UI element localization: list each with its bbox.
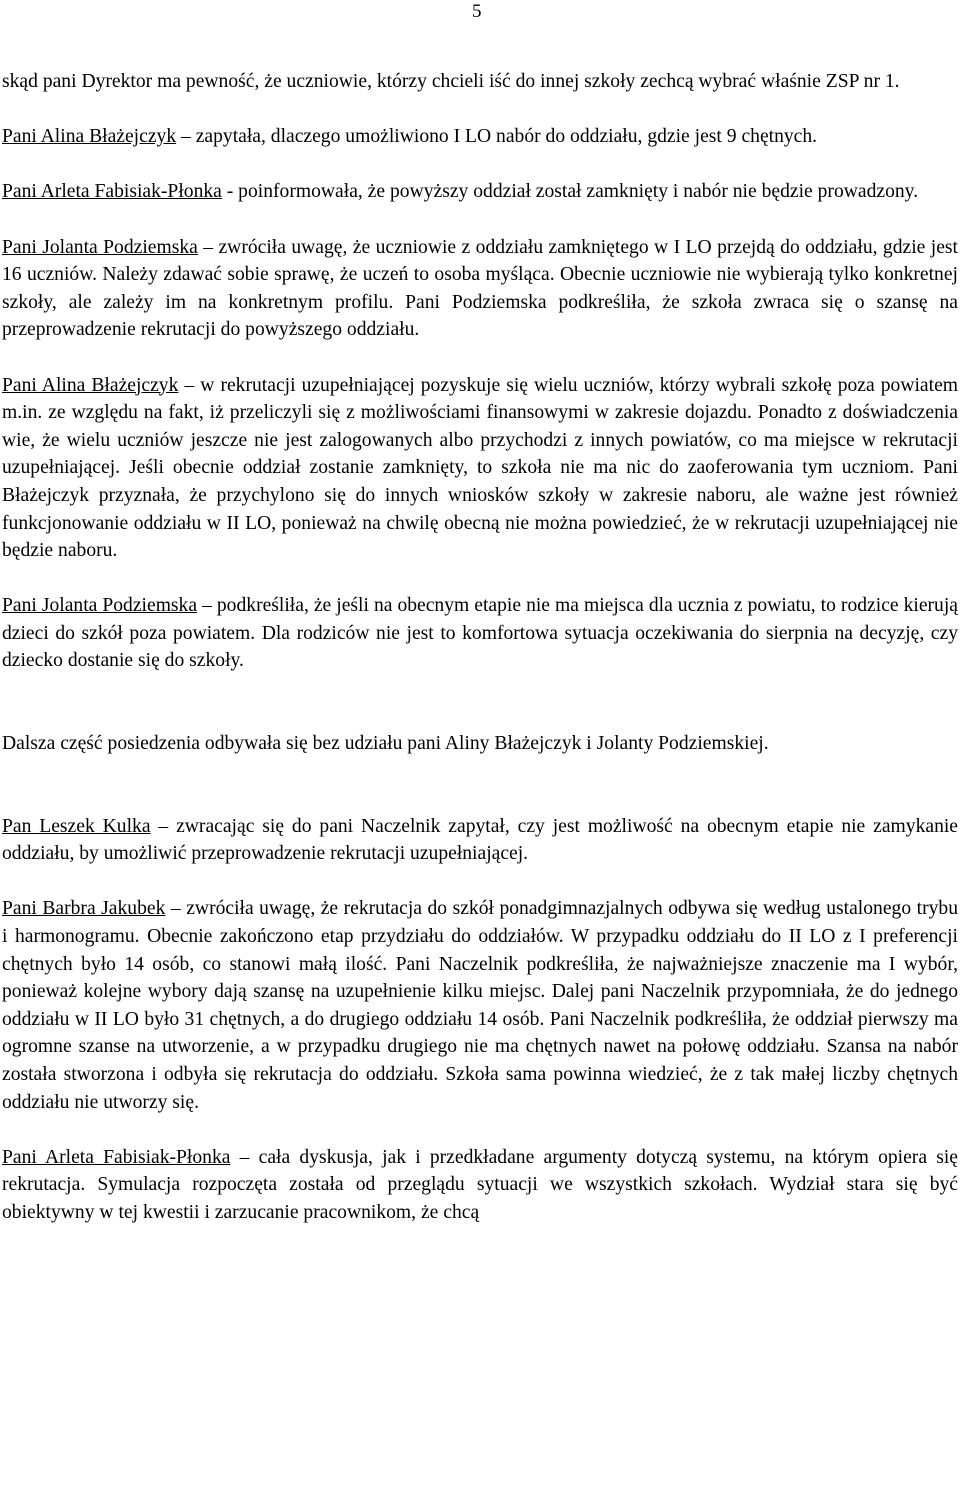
paragraph-text: – cała dyskusja, jak i przedkładane argumenty dotyczą systemu, na którym opiera się rekrutacja. Symulacja rozpoczęta została od przeglądu sytuacji we wszystkich szkołach. Wydział stara się być obiektywny w tej kwestii i zarzucanie pracownikom, że chcą	[2, 1146, 958, 1223]
paragraph-text: – zwróciła uwagę, że rekrutacja do szkół ponadgimnazjalnych odbywa się według ustalonego trybu i harmonogramu. Obecnie zakończono etap przydziału do oddziałów. W przypadku oddziału do II LO z I preferencji chętnych było 14 osób, co stanowi małą ilość. Pani Naczelnik podkreśliła, że najważniejsze znaczenie ma I wybór, ponieważ kolejne wybory dają szansę na uzupełnienie kilku miejsc. Dalej pani Naczelnik przypomniała, że do jednego oddziału w II LO było 31 chętnych, a do drugiego oddziału 14 osób. Pani Naczelnik podkreśliła, że oddział pierwszy ma ogromne szanse na utworzenie, a w przypadku drugiego nie ma chętnych nawet na połowę oddziału. Szansa na nabór została stworzona i odbyła się rekrutacja do oddziału. Szkoła sama powinna wiedzieć, że z tak małej liczby chętnych oddziału nie utworzy się.	[2, 898, 958, 1113]
paragraph-1	[2, 68, 958, 96]
speaker-name: Pani Barbra Jakubek	[2, 898, 166, 920]
paragraph-text: – zwracając się do pani Naczelnik zapytał, czy jest możliwość na obecnym etapie nie zamykanie oddziału, by umożliwić przeprowadzenie rekrutacji uzupełniającej.	[2, 815, 959, 865]
paragraph-text: Dalsza część posiedzenia odbywała się bez udziału pani Aliny Błażejczyk i Jolanty Podziemskiej.	[2, 733, 769, 755]
paragraph-text: – zapytała, dlaczego umożliwiono I LO nabór do oddziału, gdzie jest 9 chętnych.	[176, 126, 818, 148]
paragraph-3	[2, 178, 958, 206]
speaker-name: Pani Jolanta Podziemska	[2, 236, 198, 258]
paragraph-9	[2, 895, 958, 1116]
paragraph-8	[2, 813, 958, 868]
speaker-name: Pan Leszek Kulka	[2, 815, 151, 837]
paragraph-10	[2, 1144, 958, 1227]
paragraph-text: – zwróciła uwagę, że uczniowie z oddziału zamkniętego w I LO przejdą do oddziału, gdzie jest 16 uczniów. Należy zdawać sobie sprawę, że uczeń to osoba myśląca. Obecnie uczniowie nie wybierają tylko konkretnej szkoły, ale zależy im na konkretnym profilu. Pani Podziemska podkreśliła, że szkoła zwraca się o szansę na przeprowadzenie rekrutacji do powyższego oddziału.	[2, 236, 958, 341]
speaker-name: Pani Arleta Fabisiak-Płonka	[2, 181, 222, 203]
speaker-name: Pani Jolanta Podziemska	[2, 595, 198, 617]
speaker-name: Pani Alina Błażejczyk	[2, 126, 177, 148]
paragraph-4	[2, 234, 958, 344]
speaker-name: Pani Arleta Fabisiak-Płonka	[2, 1146, 231, 1168]
paragraph-5	[2, 372, 958, 565]
paragraph-2	[2, 123, 958, 151]
paragraph-text: – podkreśliła, że jeśli na obecnym etapie nie ma miejsca dla ucznia z powiatu, to rodzice kierują dzieci do szkół poza powiatem. Dla rodziców nie jest to komfortowa sytuacja oczekiwania do sierpnia na decyzję, czy dziecko dostanie się do szkoły.	[2, 595, 958, 672]
paragraph-6	[2, 592, 958, 675]
paragraph-text: – w rekrutacji uzupełniającej pozyskuje się wielu uczniów, którzy wybrali szkołę poza powiatem m.in. ze względu na fakt, iż przeliczyli się z możliwościami finansowymi w zakresie dojazdu. Ponadto z doświadczenia wie, że wielu uczniów jeszcze nie jest zalogowanych albo przychodzi z innych powiatów, co ma miejsce w rekrutacji uzupełniającej. Jeśli obecnie oddział zostanie zamknięty, to szkoła nie ma nic do zaoferowania tym uczniom. Pani Błażejczyk przyznała, że przychylono się do innych wniosków szkoły w zakresie naboru, ale ważne jest również funkcjonowanie oddziału w II LO, ponieważ na chwilę obecną nie można powiedzieć, że w rekrutacji uzupełniającej nie będzie naboru.	[2, 374, 959, 562]
paragraph-7	[2, 730, 958, 758]
paragraph-text: skąd pani Dyrektor ma pewność, że uczniowie, którzy chcieli iść do innej szkoły zechcą wybrać właśnie ZSP nr 1.	[2, 71, 900, 92]
paragraph-text: - poinformowała, że powyższy oddział został zamknięty i nabór nie będzie prowadzony.	[221, 181, 919, 203]
page-number: 5	[472, 1, 482, 22]
document-body	[2, 68, 958, 1254]
speaker-name: Pani Alina Błażejczyk	[2, 374, 179, 396]
